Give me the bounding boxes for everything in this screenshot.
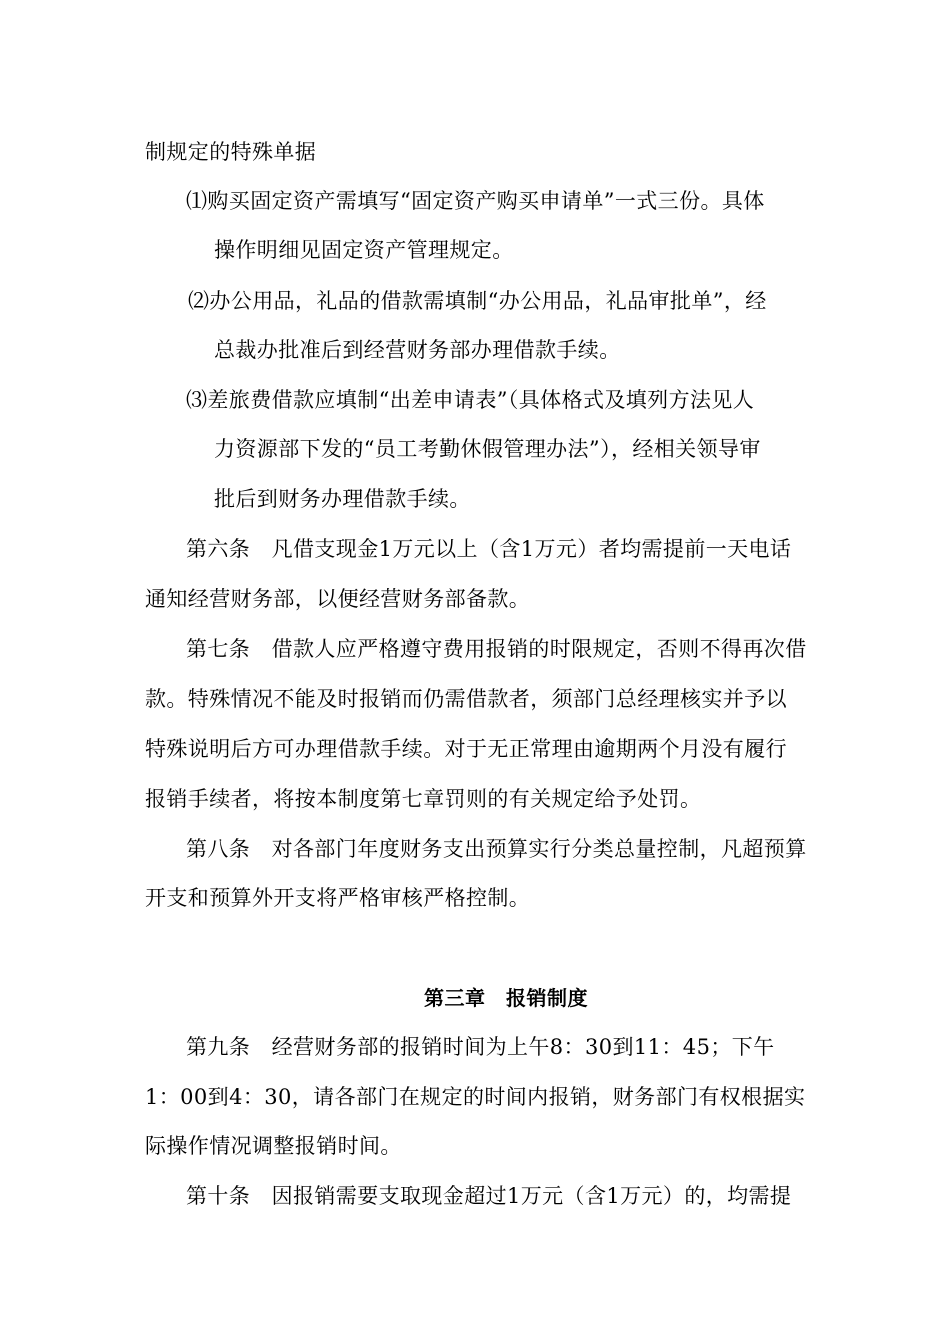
text-line: 总裁办批准后到经营财务部办理借款手续。 — [214, 338, 621, 362]
text-line: 第八条 对各部门年度财务支出预算实行分类总量控制，凡超预算 — [186, 837, 807, 861]
text-line: 1：00到4：30，请各部门在规定的时间内报销，财务部门有权根据实 — [145, 1085, 806, 1109]
text-line: 特殊说明后方可办理借款手续。对于无正常理由逾期两个月没有履行 — [145, 737, 787, 761]
text-line: 第七条 借款人应严格遵守费用报销的时限规定，否则不得再次借 — [186, 637, 807, 661]
text-line: 第十条 因报销需要支取现金超过1万元（含1万元）的，均需提 — [186, 1184, 792, 1208]
text-line: 操作明细见固定资产管理规定。 — [214, 238, 514, 262]
text-line: 款。特殊情况不能及时报销而仍需借款者，须部门总经理核实并予以 — [145, 687, 787, 711]
text-line: 通知经营财务部，以便经营财务部备款。 — [145, 587, 531, 611]
text-line: 力资源部下发的“员工考勤休假管理办法”），经相关领导审 — [214, 437, 761, 461]
text-line: 报销手续者，将按本制度第七章罚则的有关规定给予处罚。 — [145, 787, 702, 811]
text-line: 制规定的特殊单据 — [145, 140, 317, 164]
text-line: ⑶差旅费借款应填制“出差申请表”（具体格式及填列方法见人 — [186, 388, 755, 412]
chapter-heading: 第三章 报销制度 — [424, 986, 588, 1010]
text-line: 际操作情况调整报销时间。 — [145, 1134, 402, 1158]
text-line: ⑴购买固定资产需填写“固定资产购买申请单”一式三份。具体 — [186, 189, 765, 213]
text-line: 批后到财务办理借款手续。 — [214, 487, 471, 511]
text-line: 开支和预算外开支将严格审核严格控制。 — [145, 886, 531, 910]
text-line: 第九条 经营财务部的报销时间为上午8：30到11：45；下午 — [186, 1035, 775, 1059]
text-line: ⑵办公用品，礼品的借款需填制“办公用品，礼品审批单”，经 — [188, 289, 767, 313]
text-line: 第六条 凡借支现金1万元以上（含1万元）者均需提前一天电话 — [186, 537, 792, 561]
